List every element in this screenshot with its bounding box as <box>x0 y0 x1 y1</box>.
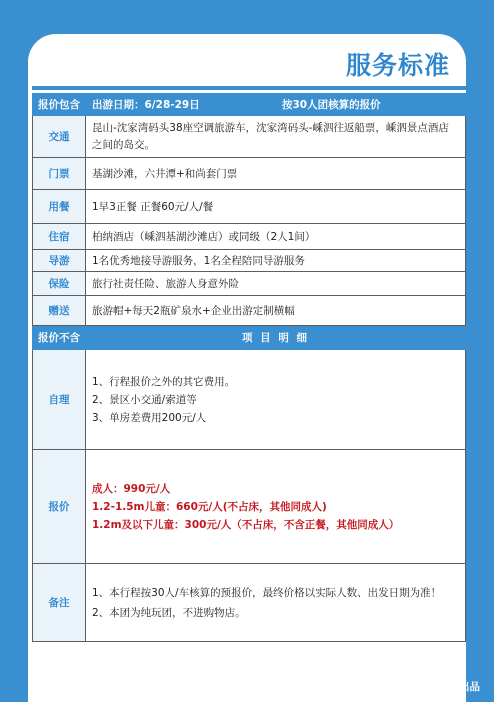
remarks-details <box>86 564 466 642</box>
price-adult: 成人：990元/人 <box>92 482 171 495</box>
row-label-insurance: 保险 <box>33 272 86 296</box>
row-text-lodging: 柏纳酒店（嵊泗基湖沙滩店）或同级（2人1间） <box>86 224 466 250</box>
excluded-header-detail: 项 目 明 细 <box>86 326 466 350</box>
page-title: 服务标准 <box>345 51 450 80</box>
table-row <box>33 350 466 450</box>
row-label-meals: 用餐 <box>33 190 86 224</box>
excluded-header-row <box>33 326 466 350</box>
row-text-gifts: 旅游帽+每天2瓶矿泉水+企业出游定制横幅 <box>86 296 466 326</box>
included-header-info <box>86 94 466 116</box>
service-table <box>32 93 466 642</box>
footer-credit: 看之悦晓龙出品 <box>406 681 480 693</box>
price-details <box>86 450 466 564</box>
table-row <box>33 158 466 190</box>
table-row <box>33 564 466 642</box>
table-row <box>33 450 466 564</box>
row-label-guide: 导游 <box>33 250 86 272</box>
self-pay-line: 2、景区小交通/索道等 <box>92 393 197 406</box>
row-label-gifts: 赠送 <box>33 296 86 326</box>
table-row <box>33 250 466 272</box>
row-label-tickets: 门票 <box>33 158 86 190</box>
table-row <box>33 116 466 158</box>
included-header-label: 报价包含 <box>33 94 86 116</box>
remark-line: 2、本团为纯玩团，不进购物店。 <box>92 606 246 619</box>
row-text-transport: 昆山-沈家湾码头38座空调旅游车，沈家湾码头-嵊泗往返船票，嵊泗景点酒店之间的岛交。 <box>86 116 466 158</box>
self-pay-line: 3、单房差费用200元/人 <box>92 411 207 424</box>
row-text-guide: 1名优秀地接导游服务，1名全程陪同导游服务 <box>86 250 466 272</box>
table-row <box>33 296 466 326</box>
row-label-remarks: 备注 <box>33 564 86 642</box>
row-text-meals: 1早3正餐 正餐60元/人/餐 <box>86 190 466 224</box>
row-text-insurance: 旅行社责任险、旅游人身意外险 <box>86 272 466 296</box>
row-label-self-pay: 自理 <box>33 350 86 450</box>
table-row <box>33 190 466 224</box>
self-pay-line: 1、行程报价之外的其它费用。 <box>92 375 236 388</box>
row-text-tickets: 基湖沙滩，六井潭+和尚套门票 <box>86 158 466 190</box>
excluded-header-label: 报价不含 <box>33 326 86 350</box>
price-child-tall: 1.2-1.5m儿童：660元/人(不占床，其他同成人) <box>92 500 327 513</box>
self-pay-details <box>86 350 466 450</box>
row-label-transport: 交通 <box>33 116 86 158</box>
table-row <box>33 224 466 250</box>
price-child-small: 1.2m及以下儿童：300元/人（不占床，不含正餐，其他同成人） <box>92 518 400 531</box>
title-divider <box>32 86 466 90</box>
pricing-basis: 按30人团核算的报价 <box>282 99 381 111</box>
tour-date: 出游日期：6/28-29日 <box>92 99 200 111</box>
row-label-lodging: 住宿 <box>33 224 86 250</box>
included-header-row <box>33 94 466 116</box>
row-label-price: 报价 <box>33 450 86 564</box>
document-sheet <box>28 34 466 702</box>
remark-line: 1、本行程按30人/车核算的预报价，最终价格以实际人数、出发日期为准！ <box>92 586 442 599</box>
table-row <box>33 272 466 296</box>
